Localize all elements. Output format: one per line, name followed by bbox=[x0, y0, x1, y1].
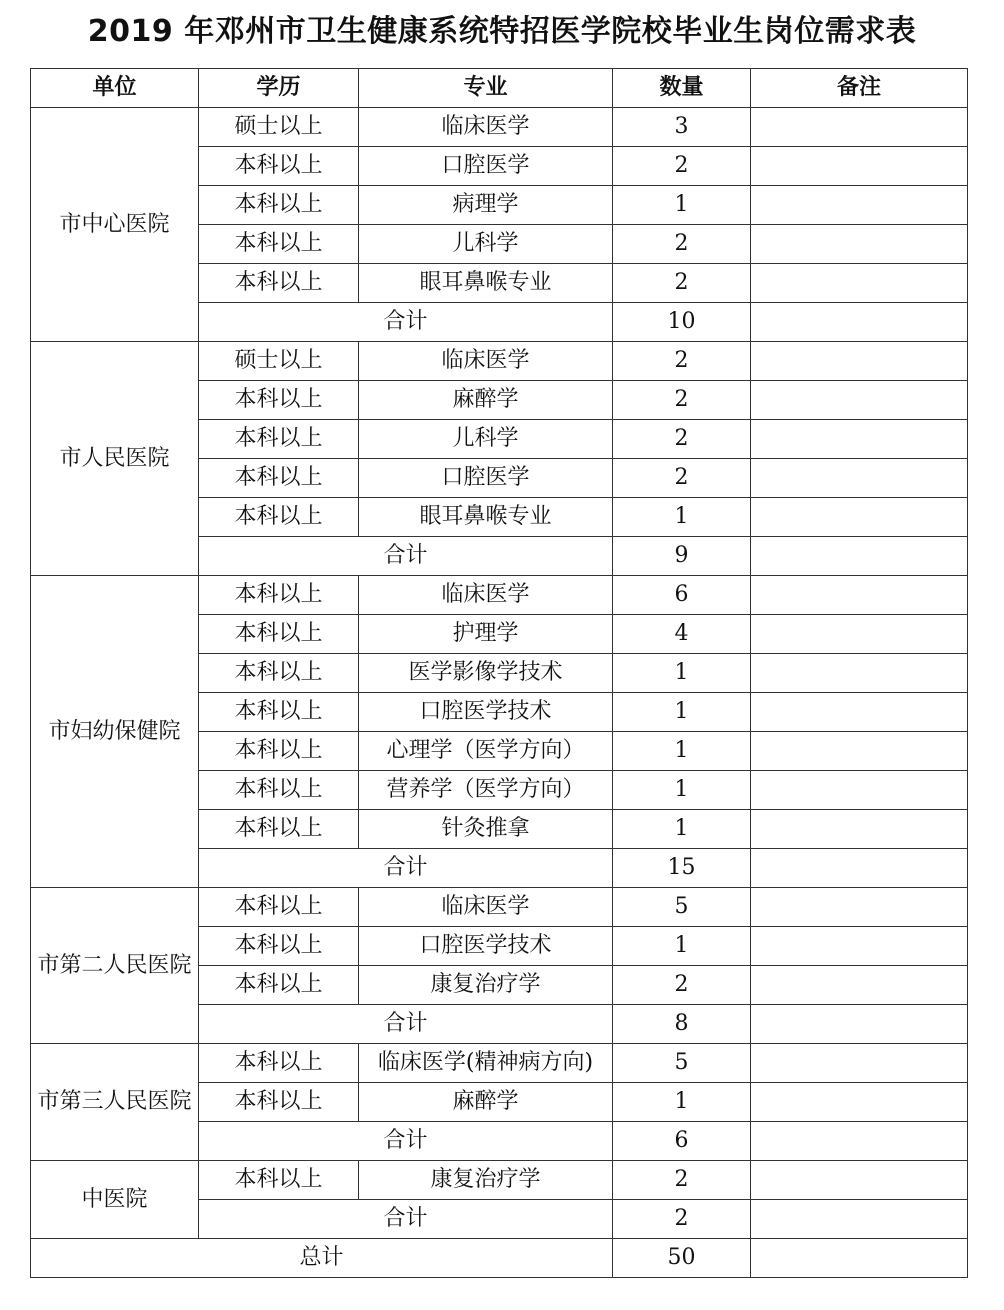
unit-cell: 市第二人民医院 bbox=[31, 888, 199, 1044]
table-row bbox=[31, 1161, 968, 1200]
major-cell: 临床医学 bbox=[359, 576, 613, 615]
subtotal-count: 2 bbox=[613, 1200, 751, 1239]
major-cell: 针灸推拿 bbox=[359, 810, 613, 849]
subtotal-label: 合计 bbox=[199, 1122, 613, 1161]
remark-cell bbox=[751, 888, 968, 927]
major-cell: 口腔医学 bbox=[359, 459, 613, 498]
major-cell: 临床医学 bbox=[359, 888, 613, 927]
remark-cell bbox=[751, 1044, 968, 1083]
remark-cell bbox=[751, 576, 968, 615]
subtotal-label: 合计 bbox=[199, 303, 613, 342]
major-cell: 护理学 bbox=[359, 615, 613, 654]
header-unit: 单位 bbox=[31, 69, 199, 108]
table-header-row bbox=[31, 69, 968, 108]
education-cell: 本科以上 bbox=[199, 459, 359, 498]
remark-cell bbox=[751, 1161, 968, 1200]
subtotal-count: 9 bbox=[613, 537, 751, 576]
subtotal-count: 6 bbox=[613, 1122, 751, 1161]
header-count: 数量 bbox=[613, 69, 751, 108]
total-row bbox=[31, 1239, 968, 1278]
remark-cell bbox=[751, 966, 968, 1005]
remark-cell bbox=[751, 615, 968, 654]
major-cell: 心理学（医学方向） bbox=[359, 732, 613, 771]
subtotal-count: 10 bbox=[613, 303, 751, 342]
major-cell: 康复治疗学 bbox=[359, 966, 613, 1005]
remark-cell bbox=[751, 147, 968, 186]
subtotal-count: 8 bbox=[613, 1005, 751, 1044]
unit-cell: 市人民医院 bbox=[31, 342, 199, 576]
requirements-table bbox=[30, 68, 968, 1278]
remark-cell bbox=[751, 342, 968, 381]
count-cell: 1 bbox=[613, 498, 751, 537]
major-cell: 口腔医学 bbox=[359, 147, 613, 186]
remark-cell bbox=[751, 420, 968, 459]
subtotal-label: 合计 bbox=[199, 1200, 613, 1239]
total-label: 总计 bbox=[31, 1239, 613, 1278]
education-cell: 本科以上 bbox=[199, 966, 359, 1005]
page-title: 2019 年邓州市卫生健康系统特招医学院校毕业生岗位需求表 bbox=[87, 14, 917, 49]
count-cell: 1 bbox=[613, 927, 751, 966]
count-cell: 2 bbox=[613, 264, 751, 303]
remark-cell bbox=[751, 732, 968, 771]
remark-cell bbox=[751, 771, 968, 810]
header-remark: 备注 bbox=[751, 69, 968, 108]
education-cell: 本科以上 bbox=[199, 732, 359, 771]
education-cell: 本科以上 bbox=[199, 576, 359, 615]
education-cell: 本科以上 bbox=[199, 381, 359, 420]
education-cell: 本科以上 bbox=[199, 186, 359, 225]
count-cell: 1 bbox=[613, 771, 751, 810]
count-cell: 2 bbox=[613, 1161, 751, 1200]
count-cell: 1 bbox=[613, 1083, 751, 1122]
major-cell: 营养学（医学方向） bbox=[359, 771, 613, 810]
education-cell: 本科以上 bbox=[199, 888, 359, 927]
count-cell: 4 bbox=[613, 615, 751, 654]
major-cell: 儿科学 bbox=[359, 225, 613, 264]
education-cell: 本科以上 bbox=[199, 1161, 359, 1200]
count-cell: 2 bbox=[613, 966, 751, 1005]
major-cell: 康复治疗学 bbox=[359, 1161, 613, 1200]
count-cell: 2 bbox=[613, 225, 751, 264]
total-count: 50 bbox=[613, 1239, 751, 1278]
table-body bbox=[31, 108, 968, 1278]
count-cell: 5 bbox=[613, 1044, 751, 1083]
remark-cell bbox=[751, 1200, 968, 1239]
count-cell: 2 bbox=[613, 459, 751, 498]
education-cell: 本科以上 bbox=[199, 615, 359, 654]
remark-cell bbox=[751, 225, 968, 264]
table-row bbox=[31, 888, 968, 927]
major-cell: 口腔医学技术 bbox=[359, 927, 613, 966]
major-cell: 麻醉学 bbox=[359, 381, 613, 420]
count-cell: 1 bbox=[613, 693, 751, 732]
major-cell: 病理学 bbox=[359, 186, 613, 225]
unit-cell: 市中心医院 bbox=[31, 108, 199, 342]
education-cell: 硕士以上 bbox=[199, 108, 359, 147]
education-cell: 本科以上 bbox=[199, 420, 359, 459]
unit-cell: 中医院 bbox=[31, 1161, 199, 1239]
major-cell: 医学影像学技术 bbox=[359, 654, 613, 693]
header-education: 学历 bbox=[199, 69, 359, 108]
remark-cell bbox=[751, 459, 968, 498]
education-cell: 本科以上 bbox=[199, 225, 359, 264]
remark-cell bbox=[751, 927, 968, 966]
major-cell: 眼耳鼻喉专业 bbox=[359, 498, 613, 537]
remark-cell bbox=[751, 537, 968, 576]
education-cell: 本科以上 bbox=[199, 810, 359, 849]
education-cell: 本科以上 bbox=[199, 1083, 359, 1122]
count-cell: 2 bbox=[613, 147, 751, 186]
education-cell: 本科以上 bbox=[199, 498, 359, 537]
table-row bbox=[31, 342, 968, 381]
remark-cell bbox=[751, 1239, 968, 1278]
major-cell: 临床医学 bbox=[359, 108, 613, 147]
education-cell: 硕士以上 bbox=[199, 342, 359, 381]
subtotal-label: 合计 bbox=[199, 1005, 613, 1044]
count-cell: 1 bbox=[613, 186, 751, 225]
subtotal-label: 合计 bbox=[199, 537, 613, 576]
unit-cell: 市妇幼保健院 bbox=[31, 576, 199, 888]
table-row bbox=[31, 576, 968, 615]
subtotal-count: 15 bbox=[613, 849, 751, 888]
major-cell: 麻醉学 bbox=[359, 1083, 613, 1122]
education-cell: 本科以上 bbox=[199, 927, 359, 966]
education-cell: 本科以上 bbox=[199, 693, 359, 732]
count-cell: 2 bbox=[613, 420, 751, 459]
count-cell: 2 bbox=[613, 342, 751, 381]
education-cell: 本科以上 bbox=[199, 264, 359, 303]
remark-cell bbox=[751, 303, 968, 342]
education-cell: 本科以上 bbox=[199, 147, 359, 186]
education-cell: 本科以上 bbox=[199, 1044, 359, 1083]
count-cell: 1 bbox=[613, 654, 751, 693]
subtotal-label: 合计 bbox=[199, 849, 613, 888]
unit-cell: 市第三人民医院 bbox=[31, 1044, 199, 1161]
major-cell: 儿科学 bbox=[359, 420, 613, 459]
count-cell: 2 bbox=[613, 381, 751, 420]
header-major: 专业 bbox=[359, 69, 613, 108]
remark-cell bbox=[751, 381, 968, 420]
remark-cell bbox=[751, 498, 968, 537]
remark-cell bbox=[751, 849, 968, 888]
remark-cell bbox=[751, 693, 968, 732]
education-cell: 本科以上 bbox=[199, 654, 359, 693]
major-cell: 眼耳鼻喉专业 bbox=[359, 264, 613, 303]
education-cell: 本科以上 bbox=[199, 771, 359, 810]
remark-cell bbox=[751, 186, 968, 225]
remark-cell bbox=[751, 108, 968, 147]
count-cell: 3 bbox=[613, 108, 751, 147]
count-cell: 1 bbox=[613, 732, 751, 771]
count-cell: 5 bbox=[613, 888, 751, 927]
remark-cell bbox=[751, 1122, 968, 1161]
table-row bbox=[31, 108, 968, 147]
remark-cell bbox=[751, 810, 968, 849]
remark-cell bbox=[751, 1083, 968, 1122]
remark-cell bbox=[751, 264, 968, 303]
count-cell: 6 bbox=[613, 576, 751, 615]
major-cell: 临床医学(精神病方向) bbox=[359, 1044, 613, 1083]
remark-cell bbox=[751, 1005, 968, 1044]
count-cell: 1 bbox=[613, 810, 751, 849]
major-cell: 口腔医学技术 bbox=[359, 693, 613, 732]
remark-cell bbox=[751, 654, 968, 693]
major-cell: 临床医学 bbox=[359, 342, 613, 381]
table-row bbox=[31, 1044, 968, 1083]
